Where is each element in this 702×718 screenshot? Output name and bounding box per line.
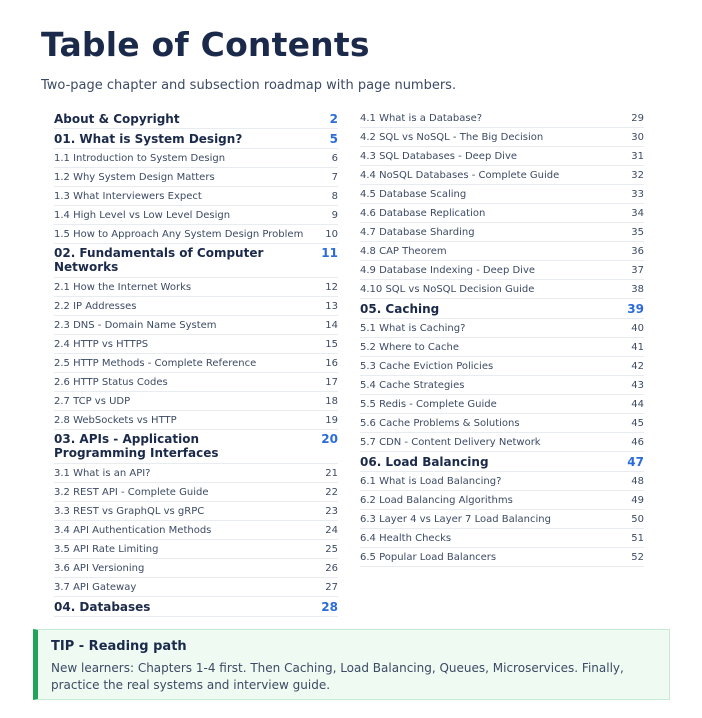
section-title: 2.4 HTTP vs HTTPS (54, 338, 149, 350)
section-title: 1.4 High Level vs Low Level Design (54, 209, 231, 221)
chapter-title: 03. APIs - Application Programming Interfaces (54, 432, 219, 460)
page-number: 20 (321, 432, 338, 446)
toc-section-row[interactable] (360, 491, 644, 510)
page-number: 18 (325, 395, 338, 407)
page-number: 11 (321, 246, 338, 260)
toc-section-row[interactable] (360, 261, 644, 280)
page-number: 37 (631, 264, 644, 276)
section-title: 4.4 NoSQL Databases - Complete Guide (360, 169, 560, 181)
page-number: 2 (329, 111, 338, 126)
toc-chapter-row[interactable] (54, 430, 338, 464)
page-number: 5 (329, 131, 338, 146)
section-title: 6.2 Load Balancing Algorithms (360, 494, 513, 506)
page-number: 22 (325, 486, 338, 498)
section-title: 5.3 Cache Eviction Policies (360, 360, 494, 372)
toc-section-row[interactable] (54, 483, 338, 502)
toc-section-row[interactable] (54, 578, 338, 597)
toc-section-row[interactable] (360, 548, 644, 567)
toc-chapter-row[interactable] (54, 129, 338, 149)
section-title: 5.7 CDN - Content Delivery Network (360, 436, 541, 448)
section-title: 5.4 Cache Strategies (360, 379, 465, 391)
page-number: 8 (331, 190, 338, 202)
section-title: 1.3 What Interviewers Expect (54, 190, 202, 202)
page-number: 29 (631, 112, 644, 124)
toc-section-row[interactable] (54, 392, 338, 411)
toc-chapter-row[interactable] (54, 109, 338, 129)
page-number: 19 (325, 414, 338, 426)
page-number: 21 (325, 467, 338, 479)
section-title: 3.6 API Versioning (54, 562, 145, 574)
toc-section-row[interactable] (360, 433, 644, 452)
page-number: 49 (631, 494, 644, 506)
section-title: 2.2 IP Addresses (54, 300, 137, 312)
page-number: 27 (325, 581, 338, 593)
page-number: 9 (331, 209, 338, 221)
section-title: 1.5 How to Approach Any System Design Problem (54, 228, 304, 240)
toc-section-row[interactable] (54, 278, 338, 297)
page-number: 23 (325, 505, 338, 517)
page-number: 25 (325, 543, 338, 555)
section-title: 6.4 Health Checks (360, 532, 452, 544)
toc-section-row[interactable] (54, 521, 338, 540)
tip-title: TIP - Reading path (51, 639, 187, 654)
page-number: 15 (325, 338, 338, 350)
page-number: 44 (631, 398, 644, 410)
section-title: 6.3 Layer 4 vs Layer 7 Load Balancing (360, 513, 551, 525)
toc-section-row[interactable] (54, 168, 338, 187)
section-title: 3.1 What is an API? (54, 467, 151, 479)
toc-section-row[interactable] (360, 472, 644, 491)
page-number: 16 (325, 357, 338, 369)
section-title: 4.7 Database Sharding (360, 226, 475, 238)
section-title: 1.2 Why System Design Matters (54, 171, 215, 183)
toc-section-row[interactable] (360, 357, 644, 376)
toc-section-row[interactable] (360, 204, 644, 223)
page-number: 43 (631, 379, 644, 391)
section-title: 4.6 Database Replication (360, 207, 486, 219)
toc-section-row[interactable] (54, 206, 338, 225)
toc-section-row[interactable] (360, 395, 644, 414)
page-number: 38 (631, 283, 644, 295)
toc-section-row[interactable] (54, 559, 338, 578)
page-number: 7 (331, 171, 338, 183)
toc-section-row[interactable] (54, 225, 338, 244)
toc-section-row[interactable] (54, 502, 338, 521)
section-title: 2.5 HTTP Methods - Complete Reference (54, 357, 257, 369)
toc-section-row[interactable] (360, 166, 644, 185)
toc-chapter-row[interactable] (54, 244, 338, 278)
section-title: 4.9 Database Indexing - Deep Dive (360, 264, 536, 276)
chapter-title: 02. Fundamentals of Computer Networks (54, 246, 264, 274)
section-title: 3.7 API Gateway (54, 581, 137, 593)
toc-section-row[interactable] (360, 242, 644, 261)
section-title: 5.5 Redis - Complete Guide (360, 398, 497, 410)
toc-section-row[interactable] (360, 510, 644, 529)
toc-column-left (54, 109, 338, 617)
section-title: 4.3 SQL Databases - Deep Dive (360, 150, 518, 162)
page-number: 13 (325, 300, 338, 312)
section-title: 2.6 HTTP Status Codes (54, 376, 168, 388)
toc-section-row[interactable] (54, 411, 338, 430)
section-title: 2.3 DNS - Domain Name System (54, 319, 217, 331)
toc-chapter-row[interactable] (360, 299, 644, 319)
section-title: 3.2 REST API - Complete Guide (54, 486, 209, 498)
toc-section-row[interactable] (54, 297, 338, 316)
page-number: 10 (325, 228, 338, 240)
page-number: 47 (627, 454, 644, 469)
section-title: 3.4 API Authentication Methods (54, 524, 212, 536)
page-number: 26 (325, 562, 338, 574)
toc-column-right (360, 109, 644, 567)
section-title: 4.2 SQL vs NoSQL - The Big Decision (360, 131, 544, 143)
toc-chapter-row[interactable] (360, 452, 644, 472)
section-title: 6.5 Popular Load Balancers (360, 551, 497, 563)
page-number: 46 (631, 436, 644, 448)
chapter-title: 06. Load Balancing (360, 454, 489, 469)
tip-callout (33, 629, 670, 700)
page-number: 6 (331, 152, 338, 164)
toc-section-row[interactable] (360, 319, 644, 338)
toc-section-row[interactable] (54, 464, 338, 483)
section-title: 5.6 Cache Problems & Solutions (360, 417, 520, 429)
page-number: 50 (631, 513, 644, 525)
toc-section-row[interactable] (360, 185, 644, 204)
section-title: 4.5 Database Scaling (360, 188, 467, 200)
toc-section-row[interactable] (360, 529, 644, 548)
section-title: 1.1 Introduction to System Design (54, 152, 226, 164)
toc-section-row[interactable] (360, 128, 644, 147)
page-number: 36 (631, 245, 644, 257)
toc-section-row[interactable] (360, 280, 644, 299)
chapter-title: 01. What is System Design? (54, 131, 243, 146)
page-number: 42 (631, 360, 644, 372)
section-title: 3.3 REST vs GraphQL vs gRPC (54, 505, 205, 517)
page-number: 33 (631, 188, 644, 200)
toc-section-row[interactable] (360, 109, 644, 128)
section-title: 3.5 API Rate Limiting (54, 543, 159, 555)
page-number: 51 (631, 532, 644, 544)
page-number: 30 (631, 131, 644, 143)
section-title: 4.10 SQL vs NoSQL Decision Guide (360, 283, 535, 295)
toc-section-row[interactable] (54, 149, 338, 168)
chapter-title: 04. Databases (54, 599, 151, 614)
page-number: 35 (631, 226, 644, 238)
toc-section-row[interactable] (360, 376, 644, 395)
toc-section-row[interactable] (54, 354, 338, 373)
page-number: 12 (325, 281, 338, 293)
page-subtitle: Two-page chapter and subsection roadmap with page numbers. (41, 78, 457, 93)
tip-body: New learners: Chapters 1-4 first. Then Caching, Load Balancing, Queues, Microservices. Finally, practice the real systems and interview guide. (51, 661, 624, 692)
page-number: 39 (627, 301, 644, 316)
section-title: 5.2 Where to Cache (360, 341, 459, 353)
page-number: 28 (321, 599, 338, 614)
toc-section-row[interactable] (54, 373, 338, 392)
section-title: 6.1 What is Load Balancing? (360, 475, 502, 487)
section-title: 2.8 WebSockets vs HTTP (54, 414, 177, 426)
toc-chapter-row[interactable] (54, 597, 338, 617)
page-number: 52 (631, 551, 644, 563)
page-title: Table of Contents (41, 25, 370, 64)
page-number: 32 (631, 169, 644, 181)
page-number: 40 (631, 322, 644, 334)
page-number: 31 (631, 150, 644, 162)
toc-section-row[interactable] (54, 335, 338, 354)
page-number: 45 (631, 417, 644, 429)
section-title: 2.1 How the Internet Works (54, 281, 192, 293)
toc-section-row[interactable] (360, 147, 644, 166)
toc-section-row[interactable] (360, 223, 644, 242)
toc-section-row[interactable] (360, 338, 644, 357)
page-number: 24 (325, 524, 338, 536)
toc-section-row[interactable] (54, 316, 338, 335)
section-title: 4.1 What is a Database? (360, 112, 483, 124)
chapter-title: 05. Caching (360, 301, 440, 316)
section-title: 4.8 CAP Theorem (360, 245, 447, 257)
page-number: 34 (631, 207, 644, 219)
section-title: 2.7 TCP vs UDP (54, 395, 131, 407)
toc-section-row[interactable] (360, 414, 644, 433)
page-number: 48 (631, 475, 644, 487)
page-number: 14 (325, 319, 338, 331)
chapter-title: About & Copyright (54, 111, 180, 126)
toc-section-row[interactable] (54, 187, 338, 206)
page-number: 41 (631, 341, 644, 353)
page-number: 17 (325, 376, 338, 388)
toc-section-row[interactable] (54, 540, 338, 559)
section-title: 5.1 What is Caching? (360, 322, 466, 334)
